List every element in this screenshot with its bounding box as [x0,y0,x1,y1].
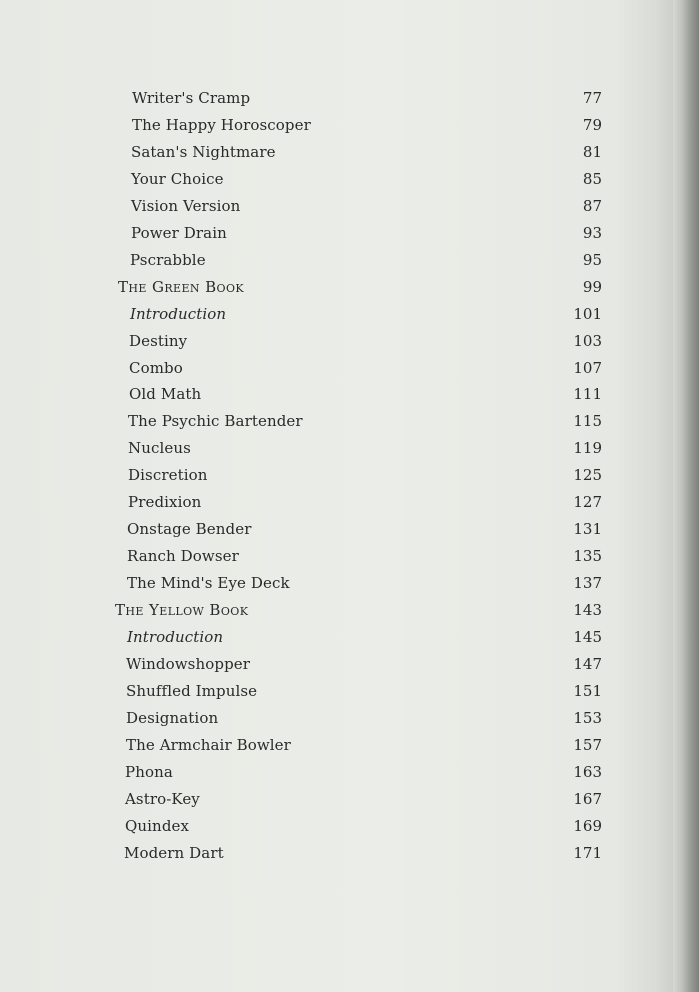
toc-entry-title: The Armchair Bowler [126,736,291,754]
toc-entry-title: Introduction [127,628,224,646]
toc-entry-page: 167 [573,790,602,808]
toc-entry[interactable] [0,142,699,168]
toc-entry[interactable] [0,169,699,195]
toc-section-entry[interactable] [0,600,699,626]
toc-entry-title: The Happy Horoscoper [132,116,311,134]
toc-entry[interactable] [0,465,699,491]
toc-entry-page: 103 [573,332,602,350]
toc-entry-page: 115 [573,412,602,430]
toc-entry-title: Modern Dart [124,844,224,862]
toc-entry[interactable] [0,816,699,842]
toc-entry-title: The Mind's Eye Deck [127,574,290,592]
toc-entry-title: The Psychic Bartender [128,412,303,430]
toc-entry-page: 87 [582,197,602,215]
toc-entry-page: 93 [582,224,602,242]
toc-entry[interactable] [0,115,699,141]
toc-entry-page: 119 [573,439,602,457]
toc-entry-page: 143 [573,601,602,619]
toc-entry[interactable] [0,384,699,410]
toc-entry[interactable] [0,250,699,276]
toc-entry-page: 127 [573,493,602,511]
toc-entry[interactable] [0,438,699,464]
toc-entry-page: 77 [582,89,602,107]
toc-entry-title: Onstage Bender [127,520,252,538]
toc-entry-page: 95 [582,251,602,269]
toc-entry[interactable] [0,654,699,680]
toc-entry-title: Old Math [129,385,202,403]
toc-entry-title: Phona [125,763,173,781]
toc-entry[interactable] [0,88,699,114]
toc-entry-title: Ranch Dowser [127,547,239,565]
toc-entry-title: Your Choice [131,170,224,188]
toc-entry-title: Destiny [129,332,188,350]
toc-entry[interactable] [0,573,699,599]
toc-entry-page: 101 [573,305,602,323]
toc-entry-page: 135 [573,547,602,565]
toc-entry-title: Writer's Cramp [132,89,251,107]
toc-entry[interactable] [0,546,699,572]
toc-entry[interactable] [0,196,699,222]
toc-entry[interactable] [0,358,699,384]
toc-entry[interactable] [0,492,699,518]
toc-entry-page: 85 [582,170,602,188]
toc-entry-title: Discretion [128,466,208,484]
toc-entry-page: 107 [573,359,602,377]
toc-entry-page: 111 [573,385,602,403]
toc-entry-title: Shuffled Impulse [126,682,258,700]
toc-entry-title: Satan's Nightmare [131,143,276,161]
toc-entry-title: Predixion [128,493,202,511]
toc-entry-title: Introduction [130,305,227,323]
toc-entry[interactable] [0,735,699,761]
toc-section-title: The Yellow Book [115,601,249,619]
toc-entry-title: Quindex [125,817,190,835]
toc-entry[interactable] [0,223,699,249]
toc-entry-title: Windowshopper [126,655,251,673]
toc-entry-page: 153 [573,709,602,727]
toc-entry[interactable] [0,789,699,815]
toc-entry[interactable] [0,762,699,788]
toc-entry-page: 81 [582,143,602,161]
toc-entry-page: 125 [573,466,602,484]
toc-section-entry[interactable] [0,277,699,303]
toc-entry-title: Power Drain [131,224,227,242]
toc-entry[interactable] [0,411,699,437]
toc-entry-page: 79 [582,116,602,134]
toc-entry[interactable] [0,708,699,734]
toc-entry[interactable] [0,331,699,357]
toc-entry-page: 157 [573,736,602,754]
toc-entry-page: 169 [573,817,602,835]
toc-entry-title: Astro-Key [125,790,200,808]
toc-entry-page: 171 [573,844,602,862]
toc-entry-title: Vision Version [131,197,241,215]
toc-introduction-entry[interactable] [0,304,699,330]
toc-entry-page: 151 [573,682,602,700]
toc-entry-title: Nucleus [128,439,191,457]
toc-entry[interactable] [0,519,699,545]
toc-entry-title: Combo [129,359,183,377]
toc-introduction-entry[interactable] [0,627,699,653]
toc-entry-title: Designation [126,709,219,727]
toc-entry-page: 163 [573,763,602,781]
toc-entry[interactable] [0,681,699,707]
toc-section-title: The Green Book [118,278,244,296]
toc-entry-page: 137 [573,574,602,592]
toc-entry-title: Pscrabble [130,251,206,269]
toc-entry[interactable] [0,843,699,869]
toc-entry-page: 145 [573,628,602,646]
toc-entry-page: 147 [573,655,602,673]
toc-entry-page: 99 [582,278,602,296]
toc-entry-page: 131 [573,520,602,538]
